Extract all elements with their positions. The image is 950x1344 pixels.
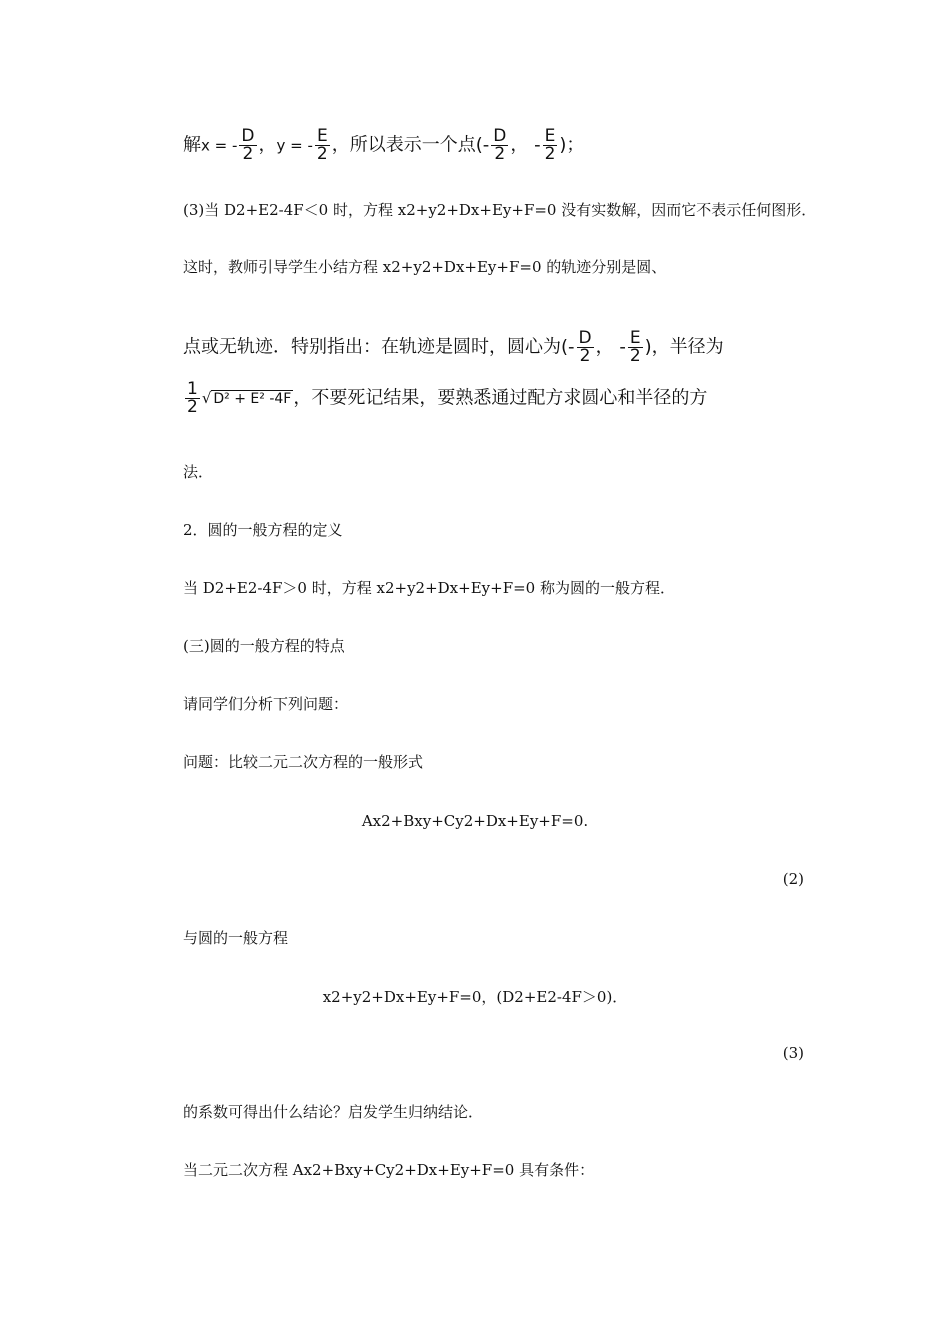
fraction-e-over-2 — [543, 128, 558, 163]
paragraph: 与圆的一般方程 — [183, 929, 289, 947]
denominator: 2 — [494, 144, 506, 164]
paragraph: 当二元二次方程 Ax2+Bxy+Cy2+Dx+Ey+F=0 具有条件： — [183, 1161, 595, 1179]
formula-line-radius — [183, 381, 707, 416]
fraction-d-over-2 — [577, 330, 594, 365]
equation-number: (3) — [782, 1044, 804, 1062]
paragraph: 这时，教师引导学生小结方程 x2+y2+Dx+Ey+F=0 的轨迹分别是圆、 — [183, 258, 667, 276]
fraction-d-over-2 — [491, 128, 508, 163]
fraction-e-over-2 — [628, 330, 643, 365]
numerator: D — [493, 126, 507, 146]
text: ，不要死记结果，要熟悉通过配方求圆心和半径的方 — [293, 387, 708, 409]
text: )，半径为 — [644, 336, 724, 358]
section-heading: 2．圆的一般方程的定义 — [183, 521, 343, 539]
numerator: 1 — [187, 379, 198, 399]
text: )； — [559, 134, 585, 156]
paragraph: 法． — [183, 463, 214, 481]
numerator: E — [628, 330, 643, 348]
fraction-d-over-2 — [239, 128, 256, 163]
equation-2: Ax2+Bxy+Cy2+Dx+Ey+F=0. — [361, 812, 589, 830]
paragraph: 请同学们分析下列问题： — [183, 695, 349, 713]
denominator: 2 — [187, 397, 198, 417]
radicand: D² + E² -4F — [213, 391, 292, 407]
formula-line-solution — [183, 128, 584, 163]
equation-3: x2+y2+Dx+Ey+F=0，(D2+E2-4F＞0)． — [322, 988, 628, 1006]
text: x = - — [201, 136, 238, 155]
paragraph: 当 D2+E2-4F＞0 时，方程 x2+y2+Dx+Ey+F=0 称为圆的一般方程． — [183, 579, 675, 597]
text: 解 — [183, 134, 201, 156]
square-root: √ D² + E² -4F — [201, 389, 292, 407]
text: ，所以表示一个点(- — [331, 134, 490, 156]
numerator: E — [315, 128, 330, 146]
formula-line-center — [183, 330, 724, 365]
denominator: 2 — [629, 346, 641, 366]
fraction-one-half — [185, 381, 200, 416]
numerator: E — [543, 128, 558, 146]
section-heading: (三)圆的一般方程的特点 — [183, 637, 345, 655]
text: ， - — [595, 336, 626, 358]
numerator: D — [578, 328, 592, 348]
paragraph: 问题：比较二元二次方程的一般形式 — [183, 753, 424, 771]
denominator: 2 — [316, 144, 328, 164]
paragraph: (3)当 D2+E2-4F＜0 时，方程 x2+y2+Dx+Ey+F=0 没有实数解，因而它不表示任何图形． — [183, 201, 817, 219]
text: ， - — [510, 134, 541, 156]
equation-number: (2) — [782, 870, 804, 888]
fraction-e-over-2 — [315, 128, 330, 163]
denominator: 2 — [242, 144, 254, 164]
denominator: 2 — [579, 346, 591, 366]
denominator: 2 — [544, 144, 556, 164]
paragraph: 的系数可得出什么结论？启发学生归纳结论． — [183, 1103, 484, 1121]
text: ， — [258, 134, 277, 156]
text: 点或无轨迹．特别指出：在轨迹是圆时，圆心为(- — [183, 336, 575, 358]
numerator: D — [241, 126, 255, 146]
text: y = - — [276, 136, 313, 155]
